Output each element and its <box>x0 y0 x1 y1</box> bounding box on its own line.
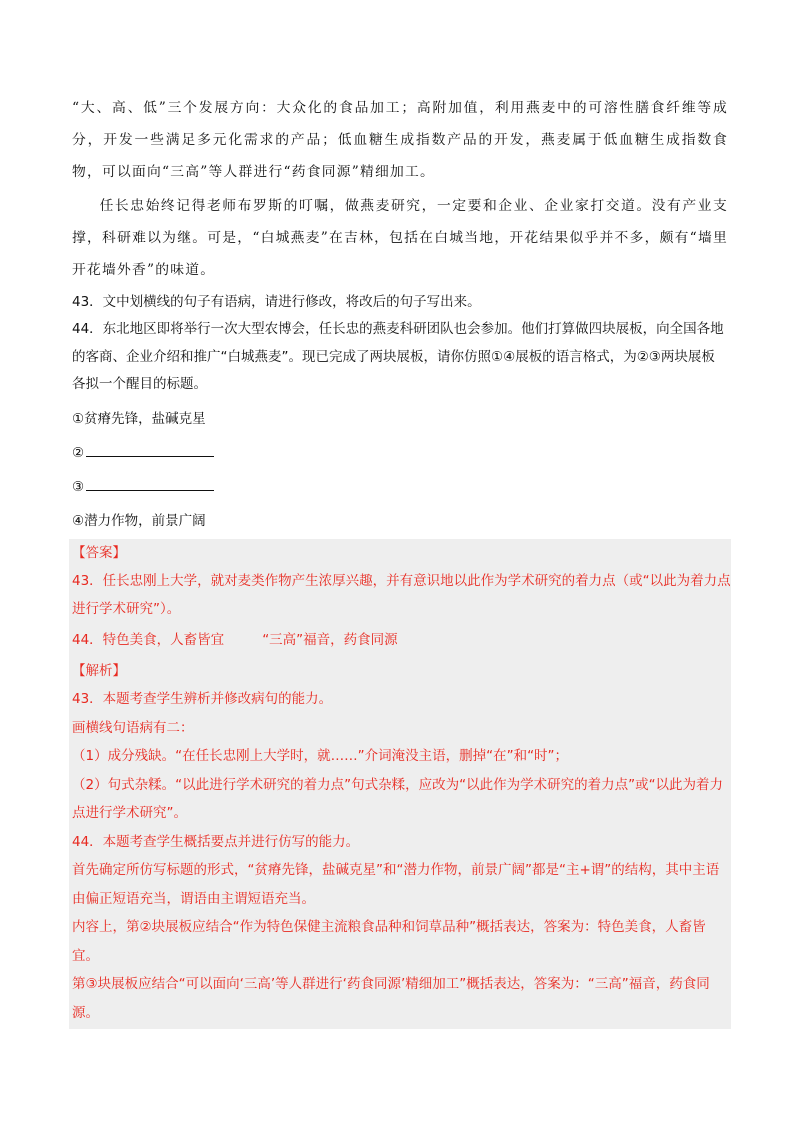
board-3-label: ③ <box>72 478 85 495</box>
board-3-blank <box>72 473 728 501</box>
board-2-answer-line[interactable] <box>86 442 214 457</box>
question-44: 44．东北地区即将举行一次大型农博会，任长忠的燕麦科研团队也会参加。他们打算做四块展板，向全国各地的客商、企业介绍和推广“白城燕麦”。现已完成了两块展板，请你仿照①④展板的语言格式，为②③两块展板各拟一个醒目的标题。 <box>72 321 724 392</box>
analysis-line-board-3: 第③块展板应结合“可以面向‘三高’等人群进行‘药食同源’精细加工”概括表达，答案为：“三高”福音，药食同源。 <box>72 976 710 1021</box>
passage-paragraph-1: “大、高、低”三个发展方向：大众化的食品加工；高附加值，利用燕麦中的可溶性膳食纤维等成分，开发一些满足多元化需求的产品；低血糖生成指数产品的开发，燕麦属于低血糖生成指数食物，可以面向“三高”等人群进行“药食同源”精细加工。 <box>72 100 728 180</box>
answer-44 <box>72 626 731 655</box>
analysis-line-error-2: （2）句式杂糅。“以此进行学术研究的着力点”句式杂糅，应改为“以此作为学术研究的着力点”或“以此为着力点进行学术研究”。 <box>72 776 724 821</box>
analysis-line-errors: 画横线句语病有二： <box>72 719 194 736</box>
passage-paragraph-2: 任长忠始终记得老师布罗斯的叮嘱，做燕麦研究，一定要和企业、企业家打交道。没有产业支撑，科研难以为继。可是，“白城燕麦”在吉林，包括在白城当地，开花结果似乎并不多，颇有“墙里开花墙外香”的味道。 <box>72 198 728 278</box>
analysis-line-board-2: 内容上，第②块展板应结合“作为特色保健主流粮食品种和饲草品种”概括表达，答案为：特色美食，人畜皆宜。 <box>72 919 706 964</box>
analysis-line-error-1: （1）成分残缺。“在任长忠刚上大学时，就……”介词淹没主语，删掉“在”和“时”； <box>72 748 569 764</box>
board-2-label: ② <box>72 444 85 461</box>
document-page <box>72 92 731 1029</box>
analysis-heading: 【解析】 <box>72 662 126 679</box>
analysis-line-44-intro: 44．本题考查学生概括要点并进行仿写的能力。 <box>72 833 360 850</box>
answer-43: 43．任长忠刚上大学，就对麦类作物产生浓厚兴趣，并有意识地以此作为学术研究的着力点（或“以此为着力点进行学术研究”）。 <box>72 573 731 617</box>
board-2-blank <box>72 439 728 467</box>
board-1-title: ①贫瘠先锋，盐碱克星 <box>72 410 206 427</box>
board-3-answer-line[interactable] <box>86 476 214 491</box>
answer-44-board-3: “三高”福音，药食同源 <box>262 632 398 648</box>
analysis-line-43-intro: 43．本题考查学生辨析并修改病句的能力。 <box>72 691 333 707</box>
analysis-line-form: 首先确定所仿写标题的形式，“贫瘠先锋，盐碱克星”和“潜力作物，前景广阔”都是“主+谓”的结构，其中主语由偏正短语充当，谓语由主谓短语充当。 <box>72 862 720 907</box>
answer-heading: 【答案】 <box>72 544 126 561</box>
board-4-title: ④潜力作物，前景广阔 <box>72 512 206 529</box>
answer-analysis-block <box>69 539 731 1030</box>
question-43: 43．文中划横线的句子有语病，请进行修改，将改后的句子写出来。 <box>72 294 481 310</box>
answer-44-board-2: 44．特色美食，人畜皆宜 <box>72 632 225 648</box>
